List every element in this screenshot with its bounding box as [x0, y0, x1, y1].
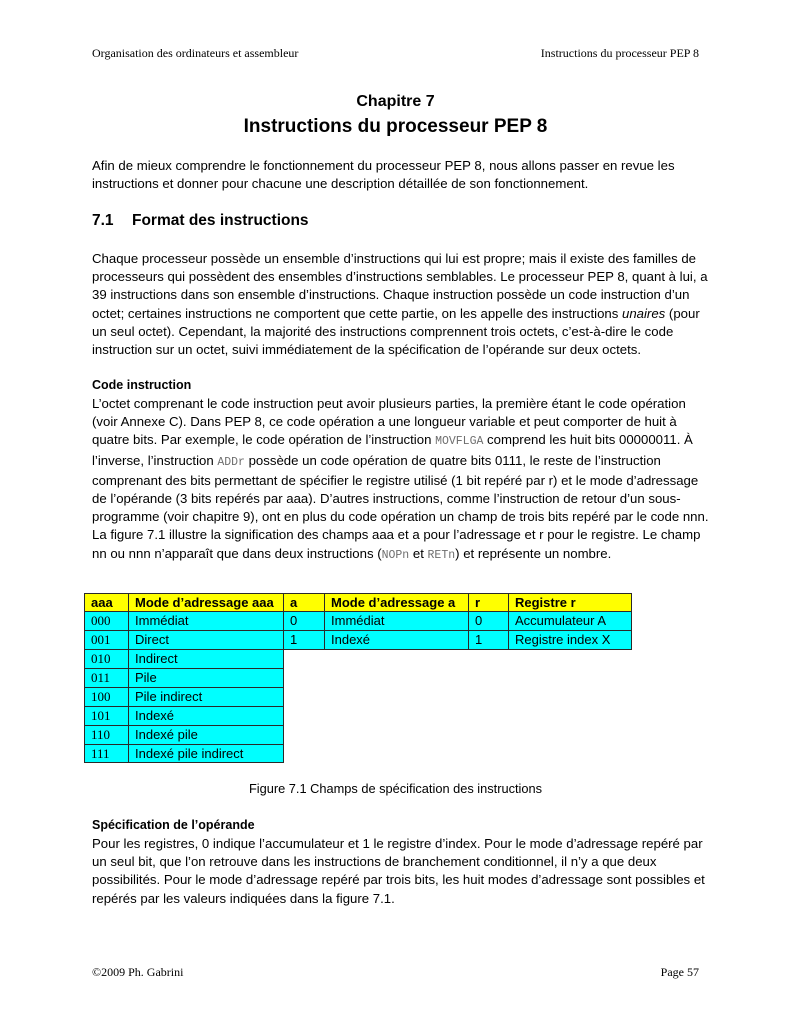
code-movflga: MOVFLGA: [435, 435, 484, 449]
figure-caption: Figure 7.1 Champs de spécification des instructions: [248, 781, 543, 796]
table-cell: 101: [84, 706, 129, 726]
table-cell: 000: [84, 611, 129, 631]
table-cell: Indexé pile indirect: [128, 744, 284, 763]
code-text-3: possède un code opération de quatre bits 0111, le reste de l’instruction comprenant des bits permettant de spécifier le registre utilisé (1 bit repéré par r) et le mode d’adressage de l’opérande (3 bits repérés par aaa). D’autres instructions, comme l’instruction de retour d’un sous-programme (voir chapitre 9), ont en plus du code opération un champ de trois bits repéré par le code nnn. La figure 7.1 illustre la signification des champs aaa et a pour l’adressage et r pour le registre. Le champ nn ou nnn n’apparaît que dans deux instructions (: [92, 452, 709, 561]
code-instruction-paragraph: [92, 395, 712, 565]
code-nopn: NOPn: [381, 548, 410, 562]
operand-spec-paragraph: Pour les registres, 0 indique l’accumulateur et 1 le registre d’index. Pour le mode d’adressage repéré par un seul bit, que l’on retrouve dans les instructions de branchement conditionnel, il n’y a que deux possibilités. Pour le mode d’adressage repéré par trois bits, les huit modes d’adressage sont possibles et repérés par les valeurs indiquées dans la figure 7.1.: [92, 836, 705, 906]
code-text-5: ) et représente un nombre.: [455, 545, 612, 561]
table-cell: Pile indirect: [128, 687, 284, 707]
code-text-1: L’octet comprenant le code instruction peut avoir plusieurs parties, la première étant le code opération (voir Annexe C). Dans PEP 8, ce code opération a une longueur variable et peut comporter de huit à quatre bits. Par exemple, le code opération de l’instruction: [92, 396, 686, 448]
code-instruction-heading: Code instruction: [92, 378, 192, 392]
table-cell: Accumulateur A: [508, 611, 632, 631]
table-cell: 1: [468, 630, 509, 650]
table-header-cell: aaa: [84, 593, 129, 612]
table-cell: 0: [468, 611, 509, 631]
table-cell: Indirect: [128, 649, 284, 669]
table-cell: 001: [84, 630, 129, 650]
table-header-cell: Registre r: [508, 593, 632, 612]
table-cell: Indexé pile: [128, 725, 284, 745]
table-cell: Indexé: [128, 706, 284, 726]
table-header-cell: r: [468, 593, 509, 612]
footer-page-number: Page 57: [660, 965, 699, 979]
table-cell: Indexé: [324, 630, 469, 650]
table-cell: Pile: [128, 668, 284, 688]
table-cell: 010: [84, 649, 129, 669]
format-text-2: (pour un seul octet). Cependant, la majorité des instructions comprennent trois octets, c’est-à-dire le code instruction sur un octet, suivi immédiatement de la spécification de l’opérande sur deux octets.: [92, 305, 700, 358]
code-retn: RETn: [427, 548, 456, 562]
table-cell: Immédiat: [324, 611, 469, 631]
section-title: Format des instructions: [132, 212, 309, 229]
format-text-1: Chaque processeur possède un ensemble d’instructions qui lui est propre; mais il existe des familles de processeurs qui possèdent des ensembles d’instructions semblables. Le processeur PEP 8, quant à lui, a 39 instructions dans son ensemble d’instructions. Chaque instruction possède un code instruction d’un octet; certaines instructions ne comportent que cette partie, on les appelle des instructions: [92, 251, 708, 321]
chapter-label: Chapitre 7: [356, 93, 435, 110]
intro-paragraph: Afin de mieux comprendre le fonctionnement du processeur PEP 8, nous allons passer en revue les instructions et donner pour chacune une description détaillée de son fonctionnement.: [92, 158, 675, 192]
footer-copyright: ©2009 Ph. Gabrini: [92, 965, 184, 979]
table-cell: 111: [84, 744, 129, 763]
section-number: 7.1: [92, 212, 114, 229]
table-cell: 110: [84, 725, 129, 745]
table-cell: Registre index X: [508, 630, 632, 650]
code-addr: ADDr: [217, 455, 245, 469]
table-cell: 1: [283, 630, 325, 650]
section-heading: [92, 212, 309, 230]
addressing-table: [84, 593, 632, 763]
operand-spec-heading: Spécification de l’opérande: [92, 818, 255, 832]
chapter-title: Instructions du processeur PEP 8: [243, 116, 548, 137]
running-header-left: Organisation des ordinateurs et assembleur: [92, 46, 299, 60]
format-paragraph: [92, 250, 712, 359]
format-emphasis: unaires: [622, 305, 666, 321]
table-cell: Immédiat: [128, 611, 284, 631]
table-cell: 100: [84, 687, 129, 707]
table-cell: 011: [84, 668, 129, 688]
table-header-cell: a: [283, 593, 325, 612]
running-header-right: Instructions du processeur PEP 8: [540, 46, 699, 60]
code-text-4: et: [409, 545, 428, 561]
table-header-cell: Mode d’adressage aaa: [128, 593, 284, 612]
table-header-cell: Mode d’adressage a: [324, 593, 469, 612]
table-cell: Direct: [128, 630, 284, 650]
table-cell: 0: [283, 611, 325, 631]
code-text-2: comprend les huit bits 00000011. À l’inverse, l’instruction: [92, 432, 693, 468]
